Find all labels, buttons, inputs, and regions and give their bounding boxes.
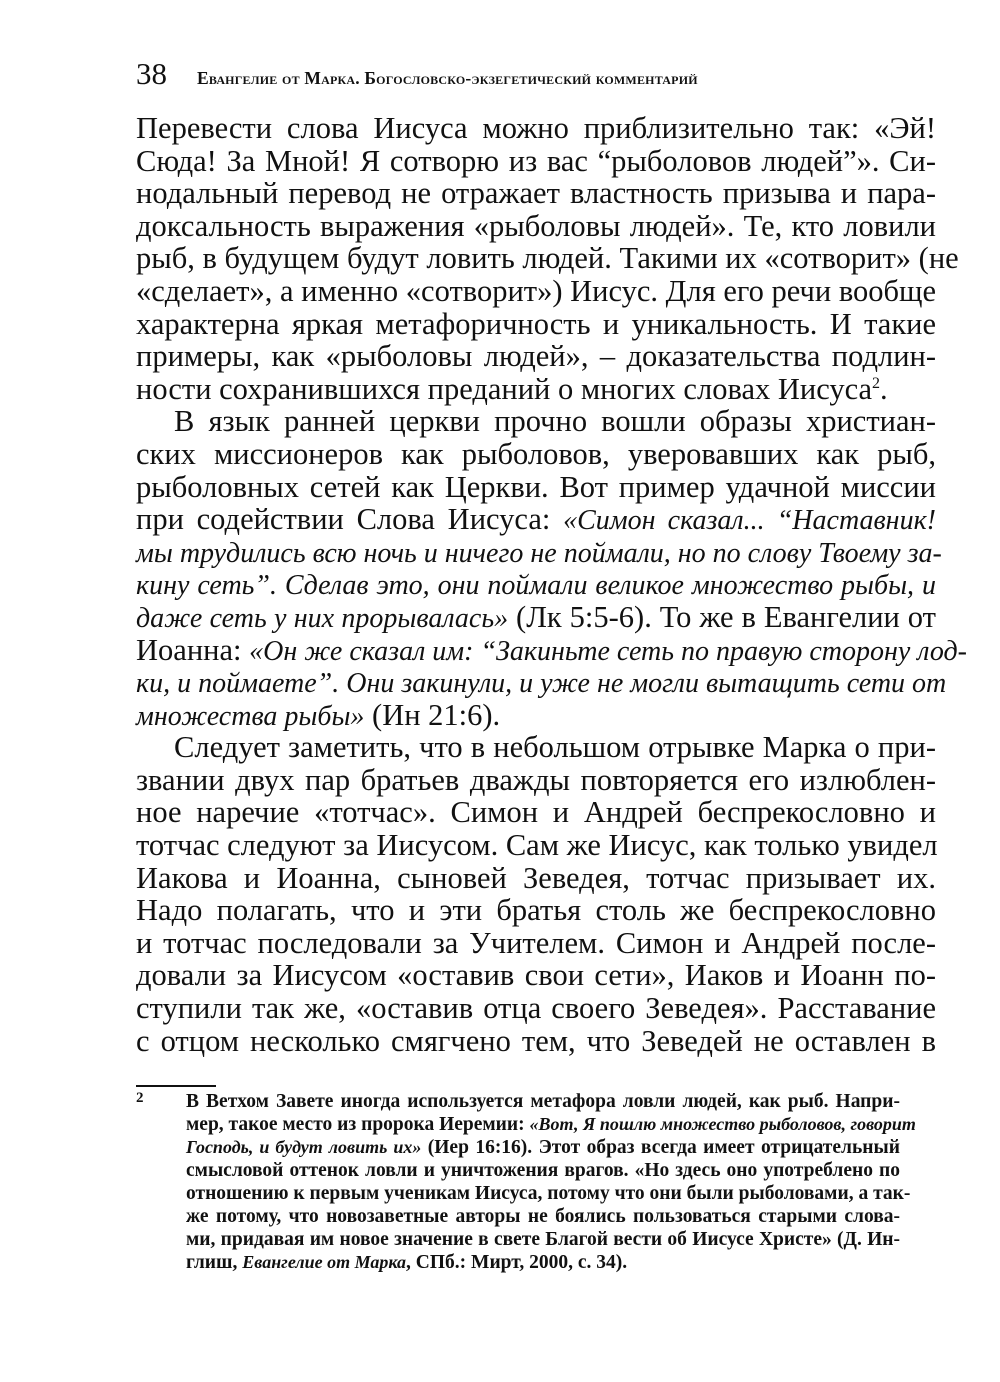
- quotation-italic: множества рыбы»: [136, 700, 365, 732]
- text-segment: звании двух пар братьев дважды повторяется его излюблен-: [136, 762, 936, 797]
- text-segment: (Лк 5:5-6). То же в Евангелии от: [508, 599, 936, 634]
- text-segment: Иакова и Иоанна, сыновей Зеведея, тотчас призывает их.: [136, 860, 936, 895]
- body-line: [136, 764, 936, 797]
- text-segment: довали за Иисусом «оставив свои сети», Иаков и Иоанн по-: [136, 958, 936, 993]
- body-line: [136, 438, 936, 471]
- page-number: 38: [136, 56, 167, 91]
- quotation-italic: мы трудились всю ночь и ничего не поймали, но по слову Твоему за-: [136, 537, 942, 569]
- body-line: [136, 112, 936, 145]
- text-segment: ности сохранившихся преданий о многих словах Иисуса: [136, 371, 873, 406]
- body-line: [136, 666, 947, 700]
- text-segment: отношению к первым ученикам Иисуса, потому что они были рыболовами, а так-: [186, 1183, 911, 1204]
- body-line: [136, 862, 936, 895]
- body-line: [136, 894, 936, 927]
- text-segment: (Ин 21:6).: [364, 697, 501, 732]
- body-line: [136, 992, 936, 1025]
- body-line: [136, 210, 936, 243]
- quotation-italic: ки, и поймаете”. Они закинули, и уже не могли вытащить сети от: [136, 668, 947, 700]
- body-line: [136, 503, 936, 536]
- text-segment: тотчас следуют за Иисусом. Сам же Иисус, как только увидел: [136, 828, 938, 863]
- text-segment: примеры, как «рыболовы людей», – доказательства подлин-: [136, 339, 936, 374]
- text-segment: Надо полагать, что и эти братья столь же беспрекословно: [136, 893, 936, 928]
- footnote-marker: 2: [136, 1090, 144, 1106]
- quotation-italic: Евангелие от Марка: [242, 1252, 407, 1272]
- body-line: [136, 373, 936, 406]
- body-line: [136, 829, 936, 862]
- body-line: [136, 699, 936, 732]
- footnote: [136, 1090, 916, 1274]
- text-segment: глиш,: [186, 1252, 243, 1273]
- text-segment: В Ветхом Завете иногда используется метафора ловли людей, как рыб. Напри-: [186, 1091, 900, 1112]
- footnote-line: [186, 1182, 911, 1205]
- text-segment: ступили так же, «оставив отца своего Зеведея». Расставание: [136, 991, 936, 1026]
- quotation-italic: «Симон сказал... “Наставник!: [563, 505, 936, 537]
- body-line: [136, 959, 936, 992]
- text-segment: ное наречие «тотчас». Симон и Андрей беспрекословно и: [136, 795, 936, 830]
- body-line: [136, 145, 936, 178]
- footnote-line: [186, 1205, 900, 1228]
- text-segment: характерна яркая метафоричность и уникальность. И такие: [136, 306, 936, 341]
- running-header: [136, 56, 896, 96]
- body-line: [136, 405, 936, 438]
- text-segment: , СПб.: Мирт, 2000, с. 34).: [406, 1252, 628, 1273]
- text-segment: В язык ранней церкви прочно вошли образы христиан-: [174, 404, 936, 439]
- footnote-line: [186, 1228, 900, 1251]
- quotation-italic: «Он же сказал им: “Закиньте сеть по правую сторону лод-: [249, 635, 967, 667]
- body-line: [136, 1025, 936, 1058]
- body-line: [136, 536, 942, 569]
- text-segment: .: [880, 371, 888, 406]
- footnote-line: [186, 1159, 900, 1182]
- body-line: [136, 601, 936, 634]
- text-segment: рыб, в будущем будут ловить людей. Такими их «сотворит» (не: [136, 241, 959, 276]
- footnote-divider: [136, 1085, 216, 1087]
- body-line: [136, 471, 936, 504]
- text-segment: же потому, что новозаветные авторы не боялись пользоваться старыми слова-: [186, 1206, 900, 1227]
- text-segment: Сюда! За Мной! Я сотворю из вас “рыболовов людей”». Си-: [136, 143, 936, 178]
- text-segment: при содействии Слова Иисуса:: [136, 502, 564, 537]
- text-segment: Перевести слова Иисуса можно приблизительно так: «Эй!: [136, 111, 936, 145]
- footnote-line: [186, 1136, 900, 1159]
- text-segment: ми, придавая им новое значение в свете Благой вести об Иисусе Христе» (Д. Ин-: [186, 1229, 900, 1250]
- body-line: [136, 796, 936, 829]
- footnote-line: [186, 1090, 900, 1113]
- main-text: [136, 111, 967, 1058]
- body-line: [136, 731, 936, 764]
- running-title: Евангелие от Марка. Богословско-экзегетический комментарий: [197, 68, 698, 88]
- text-segment: нодальный перевод не отражает властность призыва и пара-: [136, 176, 936, 211]
- text-segment: рыболовных сетей как Церкви. Вот пример удачной миссии: [136, 469, 936, 504]
- quotation-italic: «Вот, Я пошлю множество рыболовов, говорит: [529, 1114, 916, 1134]
- body-line: [136, 927, 936, 960]
- text-segment: смысловой оттенок ловли и уничтожения врагов. «Но здесь оно употреблено по: [186, 1160, 900, 1181]
- body-line: [136, 632, 967, 667]
- text-segment: мер, такое место из пророка Иеремии:: [186, 1114, 530, 1135]
- text-segment: доксальность выражения «рыболовы людей». Те, кто ловили: [136, 208, 936, 243]
- footnote-line: [186, 1113, 916, 1136]
- text-segment: Следует заметить, что в небольшом отрывке Марка о при-: [174, 730, 936, 765]
- text-segment: ских миссионеров как рыболовов, уверовавших как рыб,: [136, 436, 936, 471]
- body-line: [136, 568, 936, 601]
- quotation-italic: кину сеть”. Сделав это, они поймали великое множество рыбы, и: [136, 570, 936, 602]
- text-segment: с отцом несколько смягчено тем, что Зеведей не оставлен в: [136, 1023, 936, 1058]
- footnote-line: [186, 1251, 900, 1274]
- text-segment: (Иер 16:16). Этот образ всегда имеет отрицательный: [421, 1137, 900, 1158]
- body-line: [136, 177, 936, 210]
- quotation-italic: даже сеть у них прорывалась»: [136, 602, 509, 634]
- text-segment: Иоанна:: [136, 632, 250, 667]
- footnote-reference: 2: [872, 374, 881, 392]
- body-line: [136, 340, 936, 373]
- text-segment: и тотчас последовали за Учителем. Симон и Андрей после-: [136, 925, 936, 960]
- body-line: [136, 308, 936, 341]
- body-line: [136, 275, 936, 308]
- quotation-italic: Господь, и будут ловить их»: [186, 1137, 422, 1157]
- text-segment: «сделает», а именно «сотворит») Иисус. Для его речи вообще: [136, 273, 937, 308]
- body-line: [136, 241, 959, 276]
